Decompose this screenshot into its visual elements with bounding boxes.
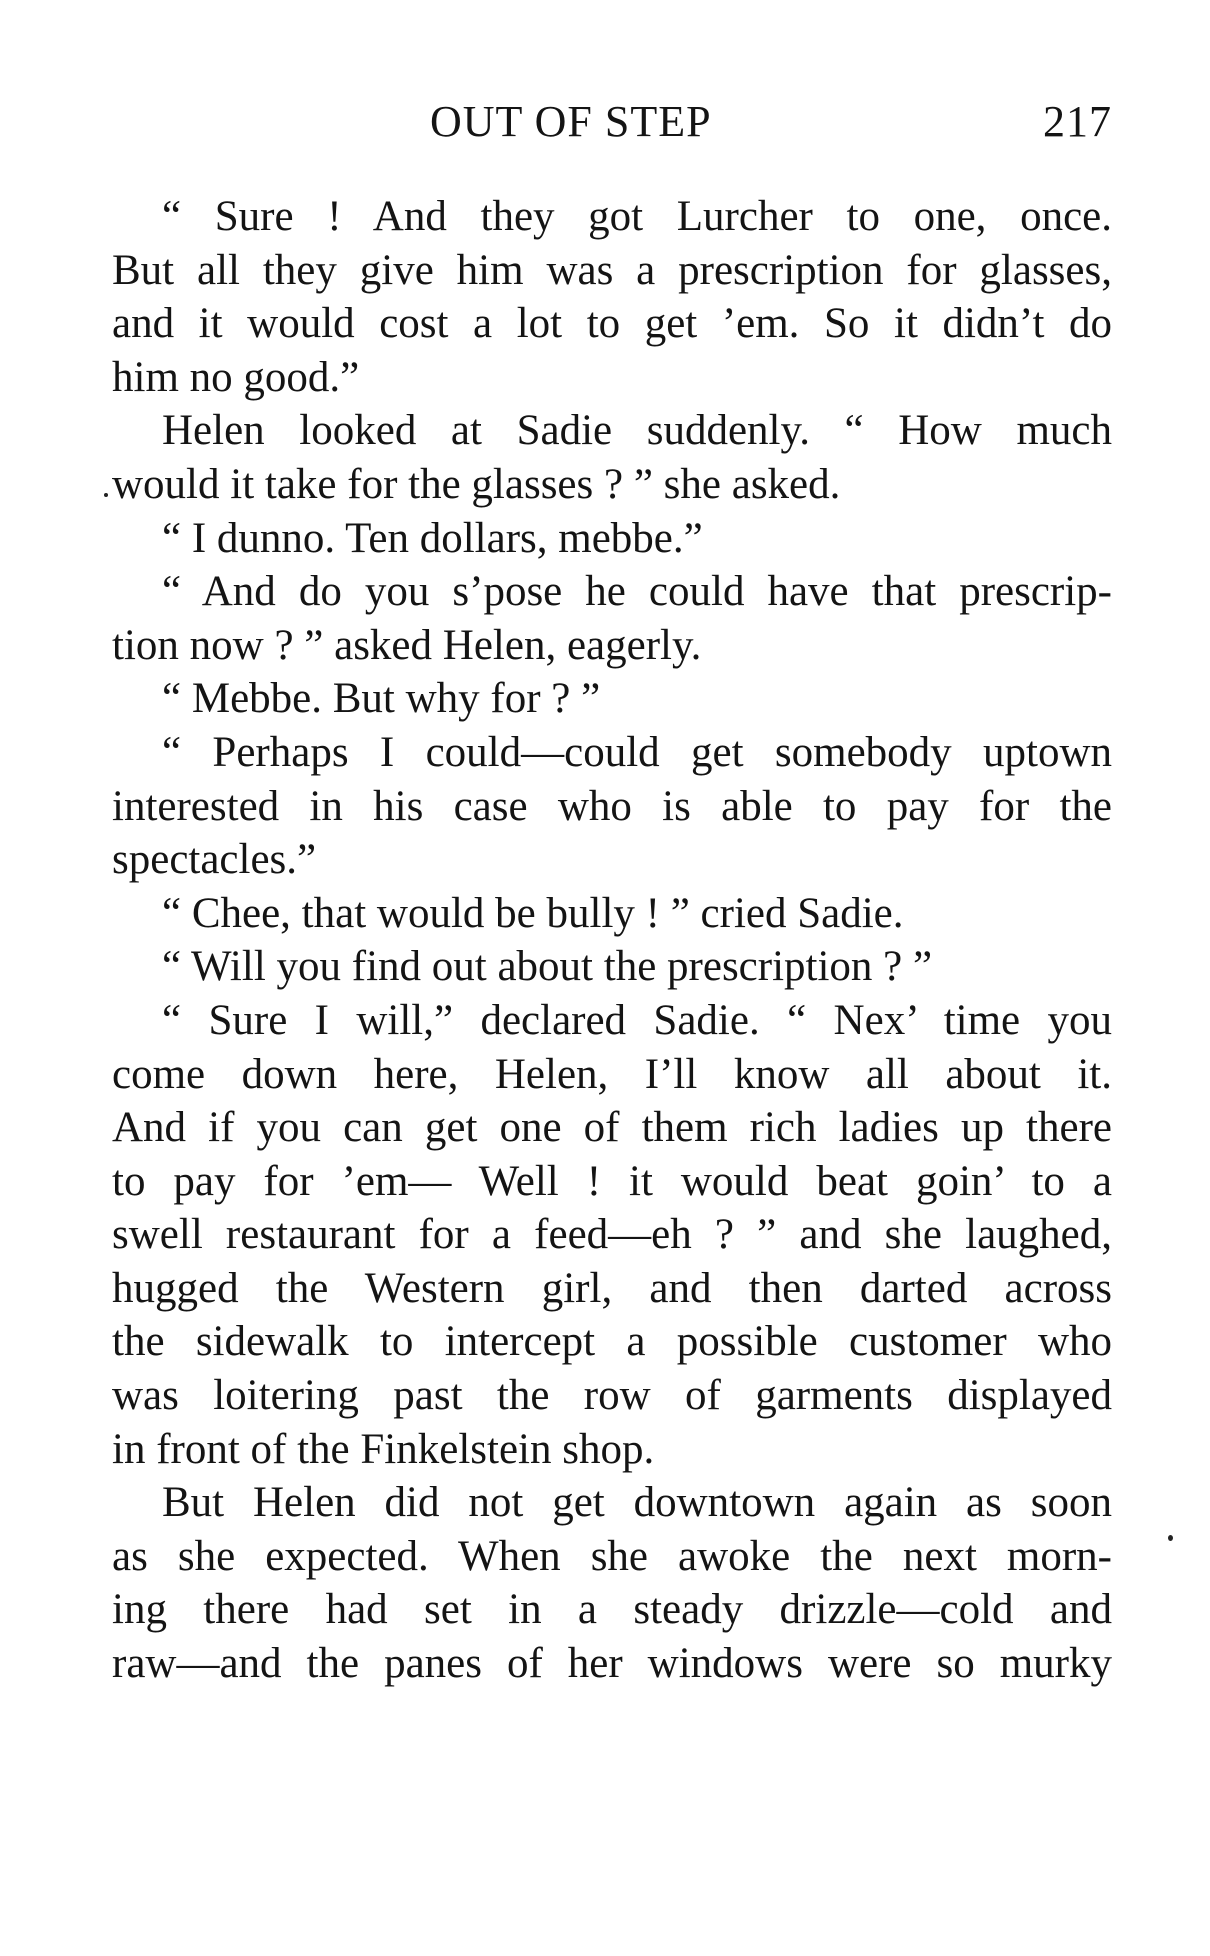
- body-text: [112, 190, 1112, 1691]
- ink-speck: [104, 493, 108, 497]
- text-line: to pay for ’em— Well ! it would beat goin’ to a: [112, 1157, 1112, 1205]
- text-line: tion now ? ” asked Helen, eagerly.: [112, 621, 702, 669]
- text-line: “ Perhaps I could—could get somebody uptown: [162, 728, 1112, 776]
- text-line: “ Sure I will,” declared Sadie. “ Nex’ time you: [162, 996, 1112, 1044]
- text-line: Helen looked at Sadie suddenly. “ How much: [162, 407, 1112, 455]
- text-line: as she expected. When she awoke the next morn-: [112, 1532, 1112, 1580]
- text-line: interested in his case who is able to pay for the: [112, 782, 1112, 830]
- page-number: 217: [1043, 97, 1112, 146]
- text-line: come down here, Helen, I’ll know all about it.: [112, 1050, 1112, 1098]
- text-line: And if you can get one of them rich ladies up there: [112, 1104, 1112, 1152]
- text-line: raw—and the panes of her windows were so murky: [112, 1640, 1112, 1688]
- text-line: But all they give him was a prescription for glasses,: [112, 246, 1112, 294]
- page-header: [112, 92, 1112, 152]
- text-line: spectacles.”: [112, 836, 317, 884]
- text-line: But Helen did not get downtown again as soon: [162, 1479, 1112, 1527]
- text-line: him no good.”: [112, 353, 360, 401]
- text-line: swell restaurant for a feed—eh ? ” and she laughed,: [112, 1211, 1112, 1259]
- text-line: hugged the Western girl, and then darted across: [112, 1264, 1112, 1312]
- text-line: “ Will you find out about the prescription ? ”: [162, 943, 933, 991]
- ink-speck: [1168, 1535, 1173, 1541]
- text-line: was loitering past the row of garments displayed: [112, 1372, 1112, 1420]
- text-line: ing there had set in a steady drizzle—cold and: [112, 1586, 1112, 1634]
- text-line: “ Sure ! And they got Lurcher to one, once.: [162, 193, 1112, 240]
- text-line: “ Mebbe. But why for ? ”: [162, 675, 601, 723]
- text-line: would it take for the glasses ? ” she asked.: [112, 460, 841, 508]
- text-line: and it would cost a lot to get ’em. So it didn’t do: [112, 300, 1112, 348]
- text-line: “ And do you s’pose he could have that prescrip-: [162, 568, 1112, 616]
- text-line: in front of the Finkelstein shop.: [112, 1425, 655, 1473]
- text-line: “ Chee, that would be bully ! ” cried Sadie.: [162, 889, 904, 937]
- running-title: OUT OF STEP: [430, 97, 712, 146]
- text-line: “ I dunno. Ten dollars, mebbe.”: [162, 514, 703, 562]
- text-line: the sidewalk to intercept a possible customer who: [112, 1318, 1112, 1366]
